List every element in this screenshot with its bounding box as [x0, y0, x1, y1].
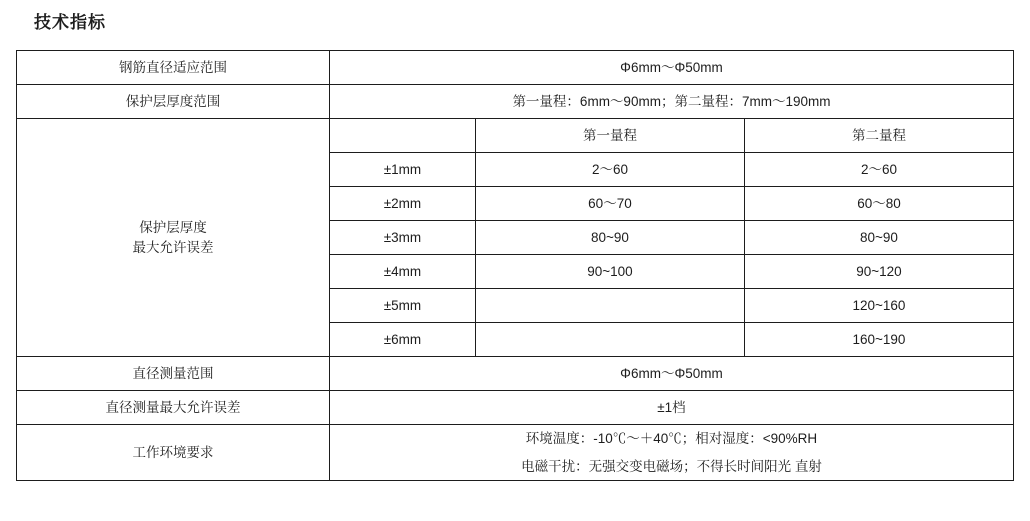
row-label-cover-thickness-range: 保护层厚度范围	[17, 85, 330, 119]
tolerance-value: ±4mm	[329, 255, 475, 289]
table-row	[17, 357, 1014, 391]
table-row	[17, 51, 1014, 85]
range1-value: 2～60	[475, 153, 744, 187]
tolerance-value: ±6mm	[329, 323, 475, 357]
row-value-cover-thickness-range: 第一量程：6mm～90mm；第二量程：7mm～190mm	[329, 85, 1013, 119]
range2-value: 160~190	[744, 323, 1013, 357]
range2-value: 90~120	[744, 255, 1013, 289]
tolerance-label-line1: 保护层厚度	[139, 219, 207, 235]
range1-value: 80~90	[475, 221, 744, 255]
row-value-diameter-measure-range: Φ6mm～Φ50mm	[329, 357, 1013, 391]
row-label-environment: 工作环境要求	[17, 425, 330, 481]
table-row	[17, 425, 1014, 481]
tolerance-value: ±2mm	[329, 187, 475, 221]
range2-value: 120~160	[744, 289, 1013, 323]
tolerance-label-line2: 最大允许误差	[132, 239, 214, 255]
row-label-diameter-range: 钢筋直径适应范围	[17, 51, 330, 85]
environment-line1: 环境温度：-10℃～＋40℃；相对湿度：<90%RH	[525, 431, 818, 446]
row-label-diameter-measure-range: 直径测量范围	[17, 357, 330, 391]
table-row-range-headers	[17, 119, 1014, 153]
row-value-diameter-range: Φ6mm～Φ50mm	[329, 51, 1013, 85]
range1-value	[475, 323, 744, 357]
row-value-diameter-measure-tolerance: ±1档	[329, 391, 1013, 425]
column-header-range-2: 第二量程	[744, 119, 1013, 153]
row-label-diameter-measure-tolerance: 直径测量最大允许误差	[17, 391, 330, 425]
tolerance-header-blank	[329, 119, 475, 153]
environment-line2: 电磁干扰：无强交变电磁场；不得长时间阳光 直射	[521, 458, 822, 474]
tolerance-value: ±3mm	[329, 221, 475, 255]
technical-specifications-table	[16, 50, 1014, 481]
tolerance-value: ±5mm	[329, 289, 475, 323]
range1-value: 60～70	[475, 187, 744, 221]
range2-value: 80~90	[744, 221, 1013, 255]
page-title: 技术指标	[34, 13, 106, 32]
range1-value	[475, 289, 744, 323]
range2-value: 60～80	[744, 187, 1013, 221]
table-row	[17, 85, 1014, 119]
range1-value: 90~100	[475, 255, 744, 289]
row-label-tolerance	[17, 119, 330, 357]
row-value-environment	[329, 425, 1013, 481]
range2-value: 2～60	[744, 153, 1013, 187]
column-header-range-1: 第一量程	[475, 119, 744, 153]
table-row	[17, 391, 1014, 425]
tolerance-value: ±1mm	[329, 153, 475, 187]
